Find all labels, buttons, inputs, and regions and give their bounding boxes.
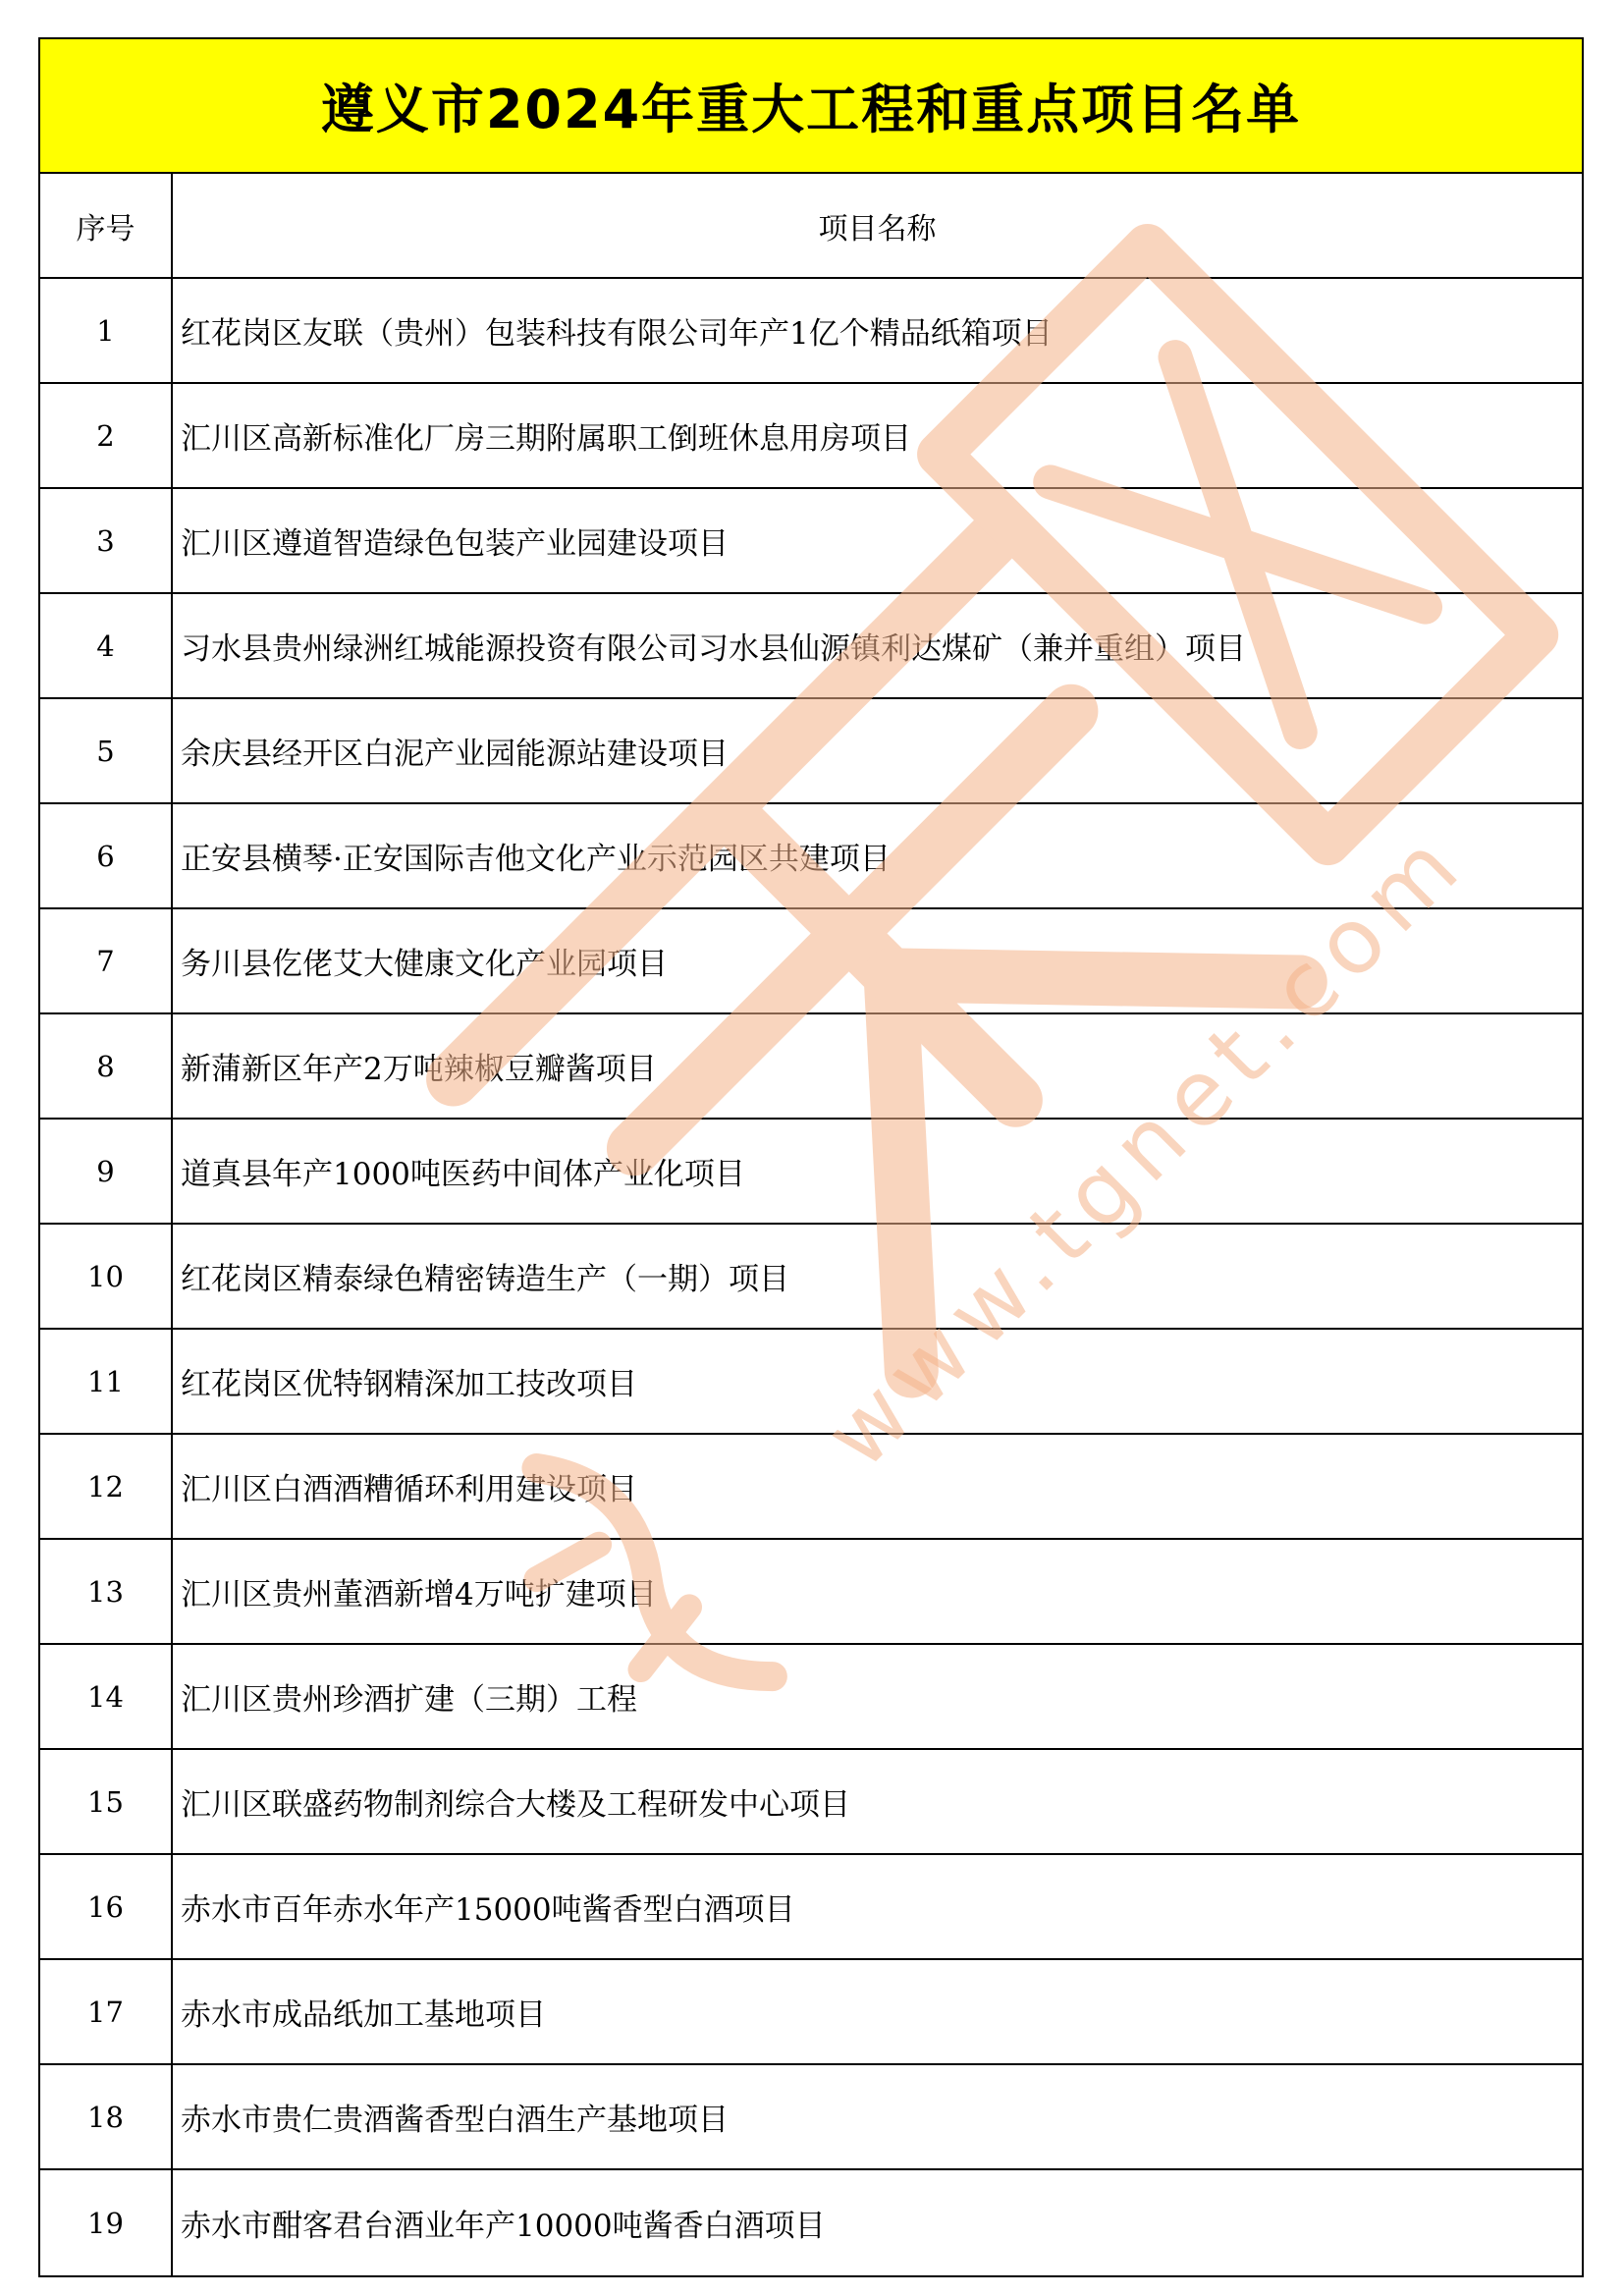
row-number: 5 [40,699,173,802]
project-list-table [38,37,1584,2277]
table-row [40,2065,1582,2170]
row-number: 10 [40,1225,173,1328]
table-body [40,279,1582,2275]
project-name: 红花岗区精泰绿色精密铸造生产（一期）项目 [181,1262,789,1297]
table-row [40,2170,1582,2275]
table-row [40,1645,1582,1750]
row-number: 19 [40,2170,173,2275]
watermark-url: www.tgnet.com [804,807,1487,1489]
row-number: 1 [40,279,173,382]
project-name: 新蒲新区年产2万吨辣椒豆瓣酱项目 [181,1052,657,1087]
project-name: 汇川区高新标准化厂房三期附属职工倒班休息用房项目 [181,421,911,457]
table-row [40,1855,1582,1960]
page-title: 遵义市2024年重大工程和重点项目名单 [320,79,1302,140]
table-row [40,1540,1582,1645]
project-name: 汇川区贵州珍酒扩建（三期）工程 [181,1682,637,1718]
project-name: 习水县贵州绿洲红城能源投资有限公司习水县仙源镇利达煤矿（兼并重组）项目 [181,631,1246,667]
table-row [40,1435,1582,1540]
row-number: 12 [40,1435,173,1538]
row-number: 18 [40,2065,173,2168]
row-number: 6 [40,804,173,907]
project-name: 赤水市贵仁贵酒酱香型白酒生产基地项目 [181,2103,729,2138]
project-name: 汇川区贵州董酒新增4万吨扩建项目 [181,1577,657,1613]
project-name: 务川县仡佬艾大健康文化产业园项目 [181,947,668,982]
table-row [40,1750,1582,1855]
row-number: 7 [40,909,173,1012]
table-row [40,699,1582,804]
project-name: 汇川区遵道智造绿色包装产业园建设项目 [181,526,729,562]
column-header-name: 项目名称 [818,211,937,246]
row-number: 16 [40,1855,173,1958]
project-name: 汇川区联盛药物制剂综合大楼及工程研发中心项目 [181,1787,850,1823]
row-number: 3 [40,489,173,592]
row-number: 11 [40,1330,173,1433]
row-number: 2 [40,384,173,487]
column-header-no: 序号 [40,174,173,277]
project-name: 汇川区白酒酒糟循环利用建设项目 [181,1472,637,1507]
table-row [40,909,1582,1014]
title-bar [40,39,1582,174]
project-name: 赤水市成品纸加工基地项目 [181,1997,546,2033]
project-name: 赤水市百年赤水年产15000吨酱香型白酒项目 [181,1892,795,1928]
row-number: 14 [40,1645,173,1748]
table-row [40,594,1582,699]
project-name: 红花岗区友联（贵州）包装科技有限公司年产1亿个精品纸箱项目 [181,316,1053,352]
table-row [40,1225,1582,1330]
table-row [40,384,1582,489]
project-name: 红花岗区优特钢精深加工技改项目 [181,1367,637,1402]
table-row [40,489,1582,594]
row-number: 13 [40,1540,173,1643]
table-row [40,1120,1582,1225]
table-row [40,804,1582,909]
row-number: 9 [40,1120,173,1223]
row-number: 8 [40,1014,173,1118]
table-header-row [40,174,1582,279]
project-name: 余庆县经开区白泥产业园能源站建设项目 [181,737,729,772]
row-number: 15 [40,1750,173,1853]
project-name: 道真县年产1000吨医药中间体产业化项目 [181,1157,745,1192]
table-row [40,1960,1582,2065]
table-row [40,279,1582,384]
project-name: 赤水市酣客君台酒业年产10000吨酱香白酒项目 [181,2209,826,2244]
table-row [40,1330,1582,1435]
project-name: 正安县横琴·正安国际吉他文化产业示范园区共建项目 [181,842,891,877]
row-number: 17 [40,1960,173,2063]
row-number: 4 [40,594,173,697]
table-row [40,1014,1582,1120]
